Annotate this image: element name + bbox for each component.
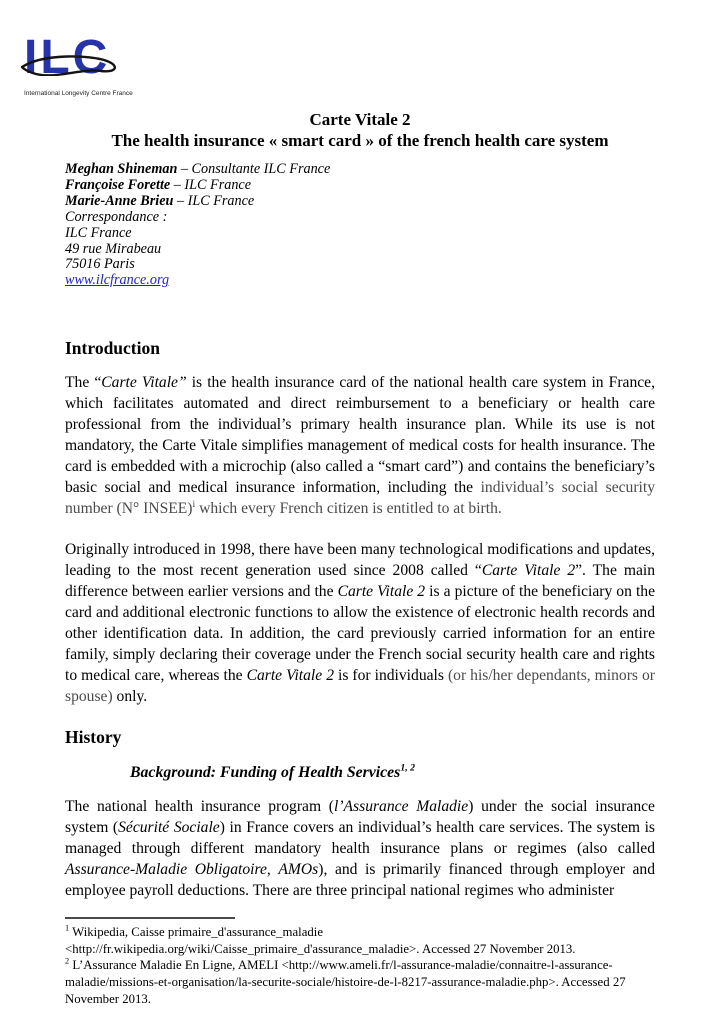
paragraph [65,539,655,707]
byline-block [65,162,655,289]
text-run: , [266,861,279,879]
footnote-list [65,924,655,1007]
author-affiliation: – Consultante ILC France [177,161,331,177]
text-run: is a picture of the beneficiary on the card and additional electronic functions to allow the existence of electronic health records and other identification data. In addition, the card previously carried information for an entire family, simply declaring their coverage under the French social security health care and rights to medical care, whereas the [65,583,656,685]
text-run: Originally introduced in 1998, there have been many technological modifications and updates, leading to the most recent generation used since 2008 called “ [65,541,655,580]
text-run: Background: Funding of Health Services [130,764,401,782]
document-title-block [65,109,655,151]
author-line [65,194,655,210]
author-list [65,162,655,210]
text-run: individual’s social security number (N° INSEE) [65,479,655,518]
infinity-swoosh-icon [19,52,129,76]
footnote-separator [65,917,235,919]
text-run: ), and is primarily financed through employer and employee payroll deductions. There are three principal national regimes who administer [65,861,656,900]
text-run: is for individuals [334,667,448,685]
text-run: i [192,499,196,511]
text-run: 1, 2 [400,762,416,774]
document-subtitle: The health insurance « smart card » of the french health care system [111,131,609,150]
footnote-marker: 1 [65,923,70,933]
author-name: Meghan Shineman [65,161,178,177]
text-run: l’Assurance Maladie [334,798,469,816]
text-run: Carte Vitale 2 [337,583,426,601]
correspondence-line: 49 rue Mirabeau [65,240,162,257]
author-name: Marie-Anne Brieu [65,192,174,209]
paragraph [65,796,655,901]
footnote-area [65,917,655,1007]
correspondence-line: 75016 Paris [65,256,135,273]
correspondence-line: ILC France [65,224,132,241]
section-heading-introduction: Introduction [65,338,160,359]
text-run: Assurance-Maladie Obligatoire [65,861,267,879]
history-paragraphs [65,796,655,901]
website-line [65,273,655,289]
subsection-heading-background-funding [130,763,655,783]
footnote: $^1$ Wikipedia, Caisse primaire_d'assurance_maladie <http://fr.wikipedia.org/wiki/Caisse_primaire_d'assurance_maladie>. Accessed 27 November 2013. [65,923,576,956]
correspondence-block [65,210,655,274]
text-run: Carte Vitale 2 [481,562,576,580]
text-run: ) under the social insurance system ( [65,798,655,837]
text-run: (or his/her dependants, minors or spouse) [65,667,655,706]
author-line [65,178,655,194]
author-name: Françoise Forette [65,176,171,193]
text-run: Sécurité Sociale [118,819,220,837]
document-title: Carte Vitale 2 [309,110,411,129]
ilc-logo-text: ILC [24,31,111,84]
introduction-paragraphs [65,372,655,707]
ilc-logo [0,0,140,97]
text-run: only. [112,688,148,706]
text-run: The national health insurance program ( [65,798,334,816]
website-link[interactable]: www.ilcfrance.org [65,272,170,289]
section-heading-history: History [65,727,122,748]
text-run: is the health insurance card of the national health care system in France, which facilitates automated and direct reimbursement to a beneficiary or health care professional from the individual’s primary health insurance plan. While its use is not mandatory, the Carte Vitale simplifies management of medical costs for health insurance. The card is embedded with a microchip (also called a “smart card”) and contains the beneficiary’s basic social and medical insurance information, including the [65,374,655,497]
text-run: which every French citizen is entitled to at birth. [195,500,502,518]
footnote: $^2$ L’Assurance Maladie En Ligne, AMELI <http://www.ameli.fr/l-assurance-maladie/connaitre-l-assurance-maladie/missions-et-organisation/la-securite-sociale/histoire-de-l-8217-assurance-maladie.php>. Accessed 27 November 2013. [65,957,626,1006]
correspondence-line: Correspondance : [65,208,168,225]
author-line [65,162,655,178]
footnote-marker: 2 [65,957,70,967]
text-run: ”. The main difference between earlier versions and the [65,562,655,601]
paragraph [65,372,655,519]
author-affiliation: – ILC France [173,192,255,209]
text-run: Carte Vitale” [101,374,187,392]
text-run: Carte Vitale 2 [246,667,334,685]
text-run: The “ [65,374,102,392]
author-affiliation: – ILC France [170,176,252,193]
text-run: AMOs [278,861,319,879]
text-run: ) in France covers an individual’s health care services. The system is managed through different mandatory health insurance plans or regimes (also called [65,819,655,858]
ilc-logo-subtext: International Longevity Centre France [24,90,133,97]
